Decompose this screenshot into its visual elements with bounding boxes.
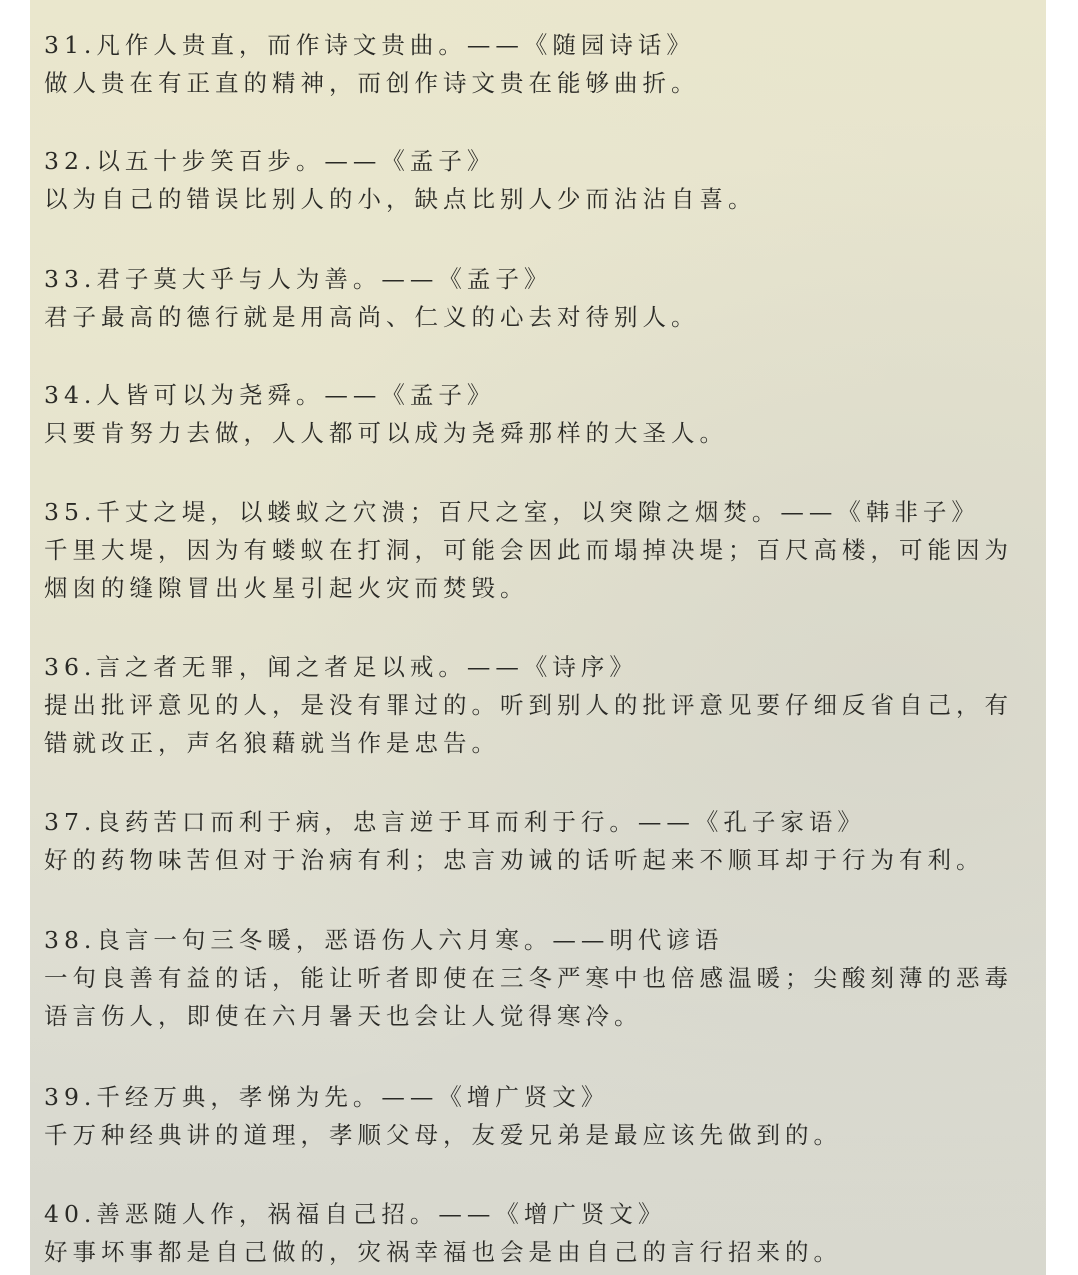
quote-text: 35.千丈之堤，以蝼蚁之穴溃；百尺之室，以突隙之烟焚。——《韩非子》 bbox=[44, 498, 980, 526]
entry-40 bbox=[44, 1195, 1034, 1271]
entry-33 bbox=[44, 260, 1034, 336]
quote-text: 40.善恶随人作，祸福自己招。——《增广贤文》 bbox=[44, 1200, 667, 1228]
quote-text: 34.人皆可以为尧舜。——《孟子》 bbox=[44, 381, 496, 409]
meaning-text: 好的药物味苦但对于治病有利；忠言劝诫的话听起来不顺耳却于行为有利。 bbox=[44, 846, 985, 874]
quote-text: 39.千经万典，孝悌为先。——《增广贤文》 bbox=[44, 1083, 610, 1111]
meaning-text: 千万种经典讲的道理，孝顺父母，友爱兄弟是最应该先做到的。 bbox=[44, 1121, 842, 1149]
entry-31 bbox=[44, 26, 1034, 102]
quote-text: 32.以五十步笑百步。——《孟子》 bbox=[44, 147, 496, 175]
quote-text: 38.良言一句三冬暖，恶语伤人六月寒。——明代谚语 bbox=[44, 926, 724, 954]
entry-37 bbox=[44, 803, 1034, 879]
entry-36 bbox=[44, 648, 1034, 762]
meaning-text: 千里大堤，因为有蝼蚁在打洞，可能会因此而塌掉决堤；百尺高楼，可能因为烟囱的缝隙冒出火星引起火灾而焚毁。 bbox=[44, 536, 1013, 602]
meaning-text: 一句良善有益的话，能让听者即使在三冬严寒中也倍感温暖；尖酸刻薄的恶毒语言伤人，即使在六月暑天也会让人觉得寒冷。 bbox=[44, 964, 1013, 1030]
meaning-text: 君子最高的德行就是用高尚、仁义的心去对待别人。 bbox=[44, 303, 700, 331]
quote-text: 36.言之者无罪，闻之者足以戒。——《诗序》 bbox=[44, 653, 638, 681]
document-page bbox=[30, 0, 1046, 1275]
entry-35 bbox=[44, 493, 1034, 607]
meaning-text: 做人贵在有正直的精神，而创作诗文贵在能够曲折。 bbox=[44, 69, 700, 97]
quote-text: 33.君子莫大乎与人为善。——《孟子》 bbox=[44, 265, 553, 293]
meaning-text: 以为自己的错误比别人的小，缺点比别人少而沾沾自喜。 bbox=[44, 185, 757, 213]
entry-38 bbox=[44, 921, 1034, 1035]
quote-text: 37.良药苦口而利于病，忠言逆于耳而利于行。——《孔子家语》 bbox=[44, 808, 866, 836]
meaning-text: 只要肯努力去做，人人都可以成为尧舜那样的大圣人。 bbox=[44, 419, 728, 447]
entry-39 bbox=[44, 1078, 1034, 1154]
quote-text: 31.凡作人贵直，而作诗文贵曲。——《随园诗话》 bbox=[44, 31, 695, 59]
meaning-text: 提出批评意见的人，是没有罪过的。听到别人的批评意见要仔细反省自己，有错就改正，声名狼藉就当作是忠告。 bbox=[44, 691, 1013, 757]
meaning-text: 好事坏事都是自己做的，灾祸幸福也会是由自己的言行招来的。 bbox=[44, 1238, 842, 1266]
entry-34 bbox=[44, 376, 1034, 452]
entry-32 bbox=[44, 142, 1034, 218]
